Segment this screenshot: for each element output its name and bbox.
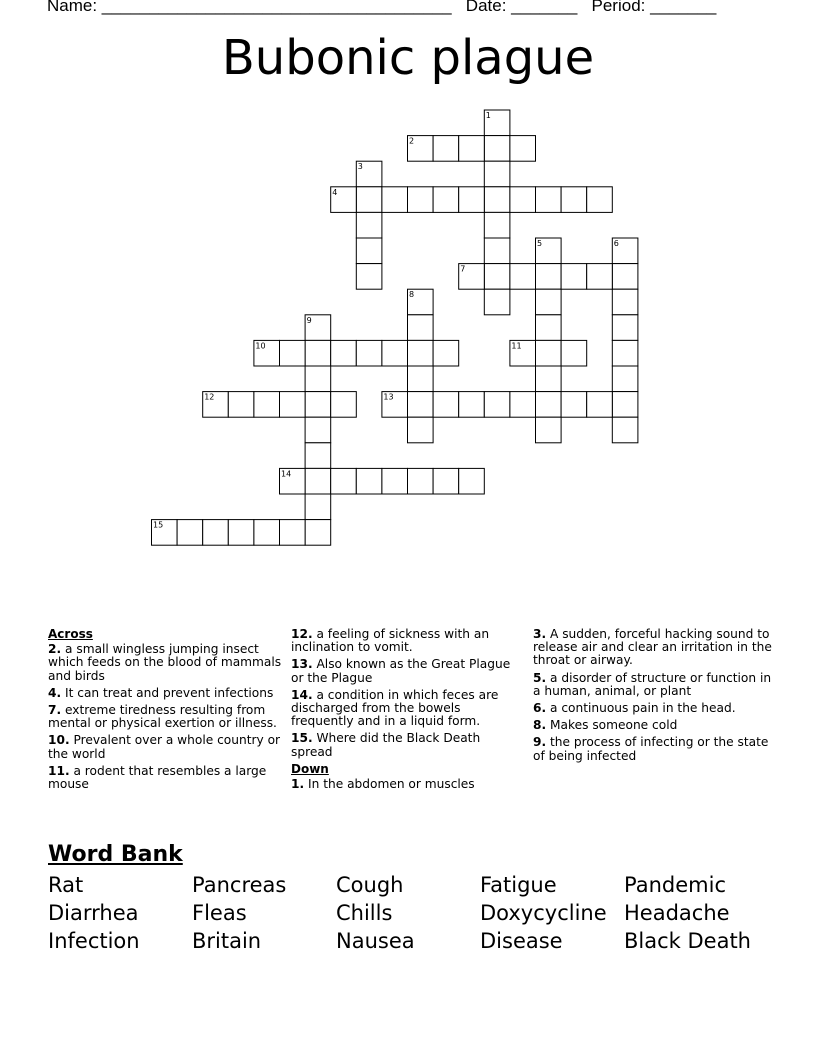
crossword-cell[interactable] xyxy=(177,520,203,546)
word-bank-item: Cough xyxy=(336,873,404,897)
down-heading: Down xyxy=(291,761,329,776)
crossword-cell[interactable] xyxy=(536,289,562,315)
crossword-cell[interactable] xyxy=(612,289,638,315)
crossword-cell[interactable] xyxy=(510,264,536,290)
crossword-cell[interactable] xyxy=(408,366,434,392)
clue-across-11: 11. a rodent that resembles a large mouse xyxy=(48,763,267,792)
word-bank-title: Word Bank xyxy=(48,842,183,867)
period-label: Period: xyxy=(591,0,651,15)
crossword-cell[interactable] xyxy=(536,340,562,366)
word-bank-item: Fatigue xyxy=(480,873,557,897)
crossword-cell[interactable] xyxy=(484,187,510,213)
word-bank-item: Doxycycline xyxy=(480,901,607,925)
crossword-cell[interactable] xyxy=(433,468,459,494)
word-bank-item: Black Death xyxy=(624,929,751,953)
crossword-cell[interactable] xyxy=(356,340,382,366)
cell-number: 7 xyxy=(460,264,466,274)
crossword-cell[interactable] xyxy=(356,264,382,290)
crossword-cell[interactable] xyxy=(356,187,382,213)
crossword-cell[interactable] xyxy=(587,264,613,290)
word-bank-item: Nausea xyxy=(336,929,415,953)
crossword-cell[interactable] xyxy=(484,264,510,290)
crossword-cell[interactable] xyxy=(433,392,459,418)
crossword-cell[interactable] xyxy=(561,340,587,366)
crossword-cell[interactable] xyxy=(305,366,331,392)
cell-number: 1 xyxy=(485,111,491,120)
word-bank-item: Headache xyxy=(624,901,730,925)
word-bank xyxy=(48,872,788,954)
crossword-cell[interactable] xyxy=(484,392,510,418)
crossword-cell[interactable] xyxy=(305,520,331,546)
clue-across-2: 2. a small wingless jumping insect which feeds on the blood of mammals and birds xyxy=(48,642,282,683)
crossword-cell[interactable] xyxy=(382,187,408,213)
crossword-cell[interactable] xyxy=(408,315,434,341)
crossword-cell[interactable] xyxy=(280,392,306,418)
crossword-cell[interactable] xyxy=(561,187,587,213)
crossword-cell[interactable] xyxy=(561,392,587,418)
crossword-cell[interactable] xyxy=(459,392,485,418)
crossword-cell[interactable] xyxy=(331,468,357,494)
crossword-cell[interactable] xyxy=(305,494,331,520)
crossword-cell[interactable] xyxy=(203,520,229,546)
name-blank[interactable]: _____________________________________ xyxy=(101,0,452,15)
cell-number: 14 xyxy=(281,469,292,479)
period-blank[interactable]: _______ xyxy=(650,0,717,15)
crossword-cell[interactable] xyxy=(536,366,562,392)
crossword-cell[interactable] xyxy=(612,315,638,341)
cell-number: 3 xyxy=(357,162,363,172)
cell-number: 9 xyxy=(306,315,312,325)
crossword-cell[interactable] xyxy=(305,392,331,418)
crossword-cell[interactable] xyxy=(228,520,254,546)
clues-column-2 xyxy=(291,628,519,795)
crossword-cell[interactable] xyxy=(382,340,408,366)
crossword-cell[interactable] xyxy=(484,289,510,315)
date-label: Date: xyxy=(465,0,512,15)
word-bank-item: Britain xyxy=(192,929,262,953)
across-heading: Across xyxy=(48,627,93,641)
cell-number: 5 xyxy=(537,239,543,248)
crossword-cell[interactable] xyxy=(612,392,638,418)
clue-across-14: 14. a condition in which feces are discharged from the bowels frequently and in a liquid form. xyxy=(291,687,499,729)
cell-number: 6 xyxy=(613,239,619,248)
crossword-cell[interactable] xyxy=(536,187,562,213)
crossword-cell[interactable] xyxy=(459,136,485,162)
crossword-cell[interactable] xyxy=(433,187,459,213)
crossword-cell[interactable] xyxy=(382,468,408,494)
clue-down-5: 5. a disorder of structure or function in a human, animal, or plant xyxy=(533,670,772,698)
cell-number: 11 xyxy=(511,341,522,351)
crossword-cell[interactable] xyxy=(536,264,562,290)
word-bank-item: Infection xyxy=(48,929,140,953)
crossword-cell[interactable] xyxy=(612,340,638,366)
cell-number: 4 xyxy=(332,187,338,197)
cell-number: 13 xyxy=(383,392,394,402)
crossword-cell[interactable] xyxy=(612,417,638,443)
clues-column-3 xyxy=(533,628,773,767)
crossword-cell[interactable] xyxy=(305,417,331,443)
crossword-cell[interactable] xyxy=(280,340,306,366)
name-label: Name: xyxy=(47,0,102,15)
date-blank[interactable]: _______ xyxy=(511,0,578,15)
crossword-cell[interactable] xyxy=(280,520,306,546)
crossword-cell[interactable] xyxy=(305,468,331,494)
word-bank-item: Pandemic xyxy=(624,873,726,897)
clue-across-13: 13. Also known as the Great Plague or the Plague xyxy=(291,657,511,685)
crossword-cell[interactable] xyxy=(612,366,638,392)
clue-down-6: 6. a continuous pain in the head. xyxy=(533,701,736,716)
crossword-cell[interactable] xyxy=(356,212,382,238)
clue-across-4: 4. It can treat and prevent infections xyxy=(48,685,274,700)
crossword-cell[interactable] xyxy=(484,212,510,238)
crossword-cell[interactable] xyxy=(331,392,357,418)
crossword-cell[interactable] xyxy=(510,136,536,162)
crossword-cell[interactable] xyxy=(408,392,434,418)
word-bank-item: Pancreas xyxy=(192,873,287,897)
clue-down-9: 9. the process of infecting or the state of being infected xyxy=(533,735,769,763)
crossword-cell[interactable] xyxy=(587,187,613,213)
clue-across-7: 7. extreme tiredness resulting from mental or physical exertion or illness. xyxy=(48,703,277,731)
crossword-cell[interactable] xyxy=(587,392,613,418)
crossword-cell[interactable] xyxy=(433,136,459,162)
crossword-cell[interactable] xyxy=(408,468,434,494)
crossword-cell[interactable] xyxy=(561,264,587,290)
crossword-cell[interactable] xyxy=(356,468,382,494)
crossword-cell[interactable] xyxy=(510,187,536,213)
crossword-cell[interactable] xyxy=(484,238,510,264)
crossword-cell[interactable] xyxy=(536,417,562,443)
word-bank-item: Rat xyxy=(48,873,84,897)
crossword-cell[interactable] xyxy=(408,417,434,443)
crossword-cell[interactable] xyxy=(536,392,562,418)
cell-number: 15 xyxy=(153,520,164,530)
crossword-cell[interactable] xyxy=(228,392,254,418)
cell-number: 8 xyxy=(409,290,415,300)
word-bank-item: Chills xyxy=(336,901,393,925)
crossword-cell[interactable] xyxy=(305,340,331,366)
crossword-cell[interactable] xyxy=(356,238,382,264)
clues-column-1 xyxy=(48,628,284,795)
crossword-cell[interactable] xyxy=(305,443,331,469)
crossword-cell[interactable] xyxy=(433,340,459,366)
clue-down-8: 8. Makes someone cold xyxy=(533,718,678,733)
crossword-cell[interactable] xyxy=(459,187,485,213)
word-bank-item: Disease xyxy=(480,929,563,953)
crossword-cell[interactable] xyxy=(612,264,638,290)
word-bank-item: Fleas xyxy=(192,901,247,925)
puzzle-title: Bubonic plague xyxy=(221,30,595,86)
crossword-cell[interactable] xyxy=(408,340,434,366)
cell-number: 10 xyxy=(255,341,266,351)
cell-number: 2 xyxy=(409,136,415,146)
clue-across-10: 10. Prevalent over a whole country or the world xyxy=(48,733,281,761)
crossword-cell[interactable] xyxy=(484,161,510,187)
clue-across-12: 12. a feeling of sickness with an inclination to vomit. xyxy=(291,627,490,655)
clue-down-1: 1. In the abdomen or muscles xyxy=(291,777,475,792)
crossword-cell[interactable] xyxy=(510,392,536,418)
crossword-cell[interactable] xyxy=(254,520,280,546)
crossword-cell[interactable] xyxy=(484,136,510,162)
crossword-cell[interactable] xyxy=(331,340,357,366)
crossword-cell[interactable] xyxy=(536,315,562,341)
cell-number: 12 xyxy=(204,392,215,402)
clue-down-3: 3. A sudden, forceful hacking sound to release air and clear an irritation in the throat or airway. xyxy=(533,627,772,668)
crossword-cell[interactable] xyxy=(408,187,434,213)
word-bank-item: Diarrhea xyxy=(48,901,139,925)
crossword-cell[interactable] xyxy=(459,468,485,494)
crossword-cell[interactable] xyxy=(254,392,280,418)
clue-across-15: 15. Where did the Black Death spread xyxy=(291,731,481,759)
